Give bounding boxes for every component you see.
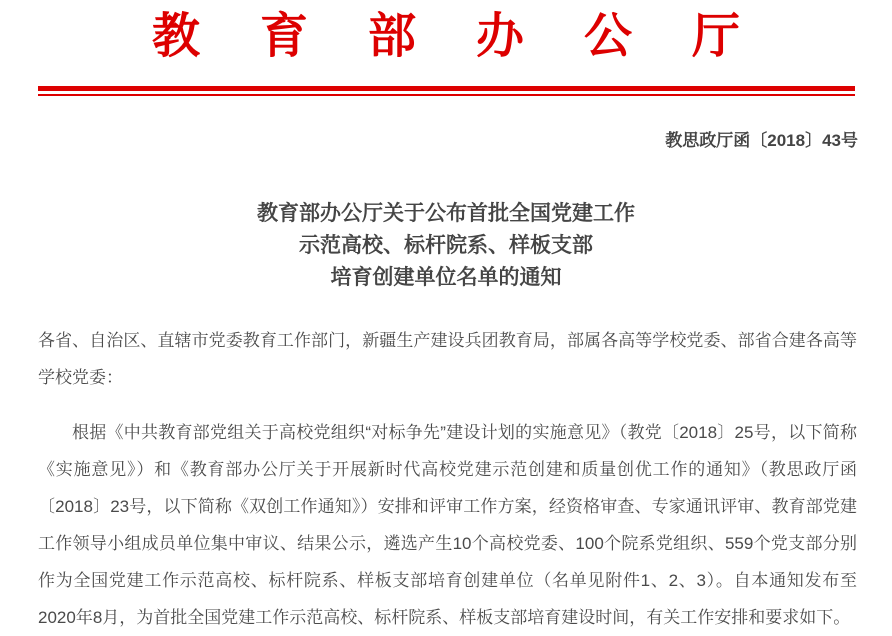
salutation: 各省、自治区、直辖市党委教育工作部门，新疆生产建设兵团教育局，部属各高等学校党委、部省合建各高等学校党委：: [38, 331, 857, 387]
letterhead-title: 教育部办公厅: [151, 10, 800, 63]
red-double-rule: [38, 86, 855, 96]
doc-number: 教思政厅函〔2018〕43号: [665, 131, 858, 150]
notice-title: [0, 198, 892, 294]
notice-title-line-1: 教育部办公厅关于公布首批全国党建工作: [257, 202, 635, 225]
document-page: [0, 8, 892, 633]
notice-title-line-3: 培育创建单位名单的通知: [330, 266, 562, 289]
body-paragraph: 根据《中共教育部党组关于高校党组织“对标争先”建设计划的实施意见》（教党〔2018〕25号，以下简称《实施意见》）和《教育部办公厅关于开展新时代高校党建示范创建和质量创优工作的通知》（教思政厅函〔2018〕23号，以下简称《双创工作通知》）安排和评审工作方案，经资格审查、专家通讯评审、教育部党建工作领导小组成员单位集中审议、结果公示，遴选产生10个高校党委、100个院系党组织、559个党支部分别作为全国党建工作示范高校、标杆院系、样板支部培育创建单位（名单见附件1、2、3）。自本通知发布至2020年8月，为首批全国党建工作示范高校、标杆院系、样板支部培育建设时间，有关工作安排和要求如下。: [38, 423, 857, 627]
red-double-rule-thin-line: [38, 94, 855, 96]
notice-title-line-2: 示范高校、标杆院系、样板支部: [299, 234, 593, 257]
